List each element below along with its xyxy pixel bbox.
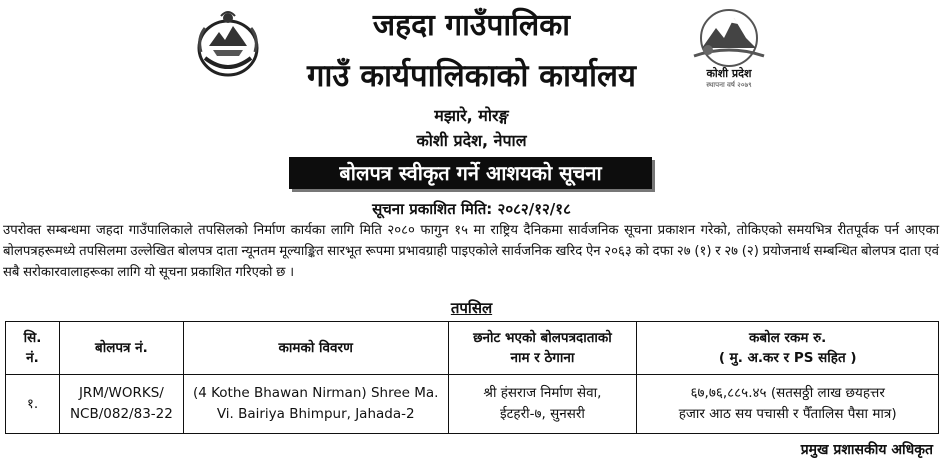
col-header-sn-line1: सि.	[23, 330, 42, 346]
col-header-bidder-line1: छनोट भएको बोलपत्रदाताको	[473, 330, 612, 346]
cell-bid-no-line2: NCB/082/83-22	[69, 406, 173, 422]
cell-amount-line1: ६७,७६,८८५.४५ (सतसठ्ठी लाख छयहत्तर	[690, 385, 885, 401]
cell-bid-no-line1: JRM/WORKS/	[78, 385, 164, 401]
table-row	[6, 375, 939, 434]
cell-bidder-line1: श्री हंसराज निर्माण सेवा,	[483, 385, 602, 401]
notice-body: उपरोक्त सम्बन्धमा जहदा गाउँपालिकाले तपसिलको निर्माण कार्यका लागि मिति २०८० फागुन १५ मा राष्ट्रिय दैनिकमा सार्वजनिक सूचना प्रकाशन गरेको, तोकिएको समयभित्र रीतपूर्वक पर्न आएका बोलपत्रहरूमध्ये तपसिलमा उल्लेखित बोलपत्र दाता न्यूनतम मूल्याङ्कित सारभूत रूपमा प्रभावग्राही पाइएकोले सार्वजनिक खरिद ऐन २०६३ को दफा २७ (१) र २७ (२) प्रयोजनार्थ सम्बन्धित बोलपत्र दाता एवं सबै सरोकारवालाहरूका लागि यो सूचना प्रकाशित गरिएको छ ।	[3, 223, 939, 280]
cell-description-line2: Vi. Bairiya Bhimpur, Jahada-2	[216, 406, 415, 422]
province-country: कोशी प्रदेश, नेपाल	[416, 131, 527, 150]
publish-date: सूचना प्रकाशित मिति: २०८२/१२/१८	[372, 200, 571, 218]
signatory-title: प्रमुख प्रशासकीय अधिकृत	[800, 442, 933, 458]
notice-title-banner: बोलपत्र स्वीकृत गर्ने आशयको सूचना	[289, 157, 652, 189]
col-header-bidder-line2: नाम र ठेगाना	[510, 350, 575, 366]
cell-amount-line2: हजार आठ सय पचासी र पैँतालिस पैसा मात्र)	[678, 406, 897, 422]
bid-table	[5, 321, 939, 434]
table-heading	[0, 298, 943, 318]
table-heading-text: तपसिल	[450, 299, 493, 317]
col-header-amount	[637, 322, 939, 375]
cell-description	[183, 375, 448, 434]
cell-amount	[637, 375, 939, 434]
koshi-logo-text: कोशी प्रदेश	[706, 67, 752, 80]
office-name: गाउँ कार्यपालिकाको कार्यालय	[306, 58, 637, 94]
col-header-amount-line1: कबोल रकम रु.	[749, 330, 827, 346]
cell-bidder	[448, 375, 637, 434]
office-address: मझारे, मोरङ्ग	[434, 106, 509, 125]
col-header-sn-line2: नं.	[26, 350, 39, 366]
cell-bidder-line2: ईटहरी-७, सुनसरी	[500, 406, 585, 422]
table-header-row	[6, 322, 939, 375]
cell-bid-no	[59, 375, 183, 434]
col-header-bid-no: बोलपत्र नं.	[59, 322, 183, 375]
col-header-bidder	[448, 322, 637, 375]
koshi-logo-subtext: स्थापना वर्ष २०७९	[706, 81, 752, 89]
municipality-name: जहदा गाउँपालिका	[372, 8, 571, 43]
col-header-amount-line2: ( मु. अ.कर र PS सहित )	[718, 350, 857, 366]
col-header-description: कामको विवरण	[183, 322, 448, 375]
col-header-sn	[6, 322, 60, 375]
cell-sn: १.	[6, 375, 60, 434]
cell-description-line1: (4 Kothe Bhawan Nirman) Shree Ma.	[192, 385, 439, 401]
